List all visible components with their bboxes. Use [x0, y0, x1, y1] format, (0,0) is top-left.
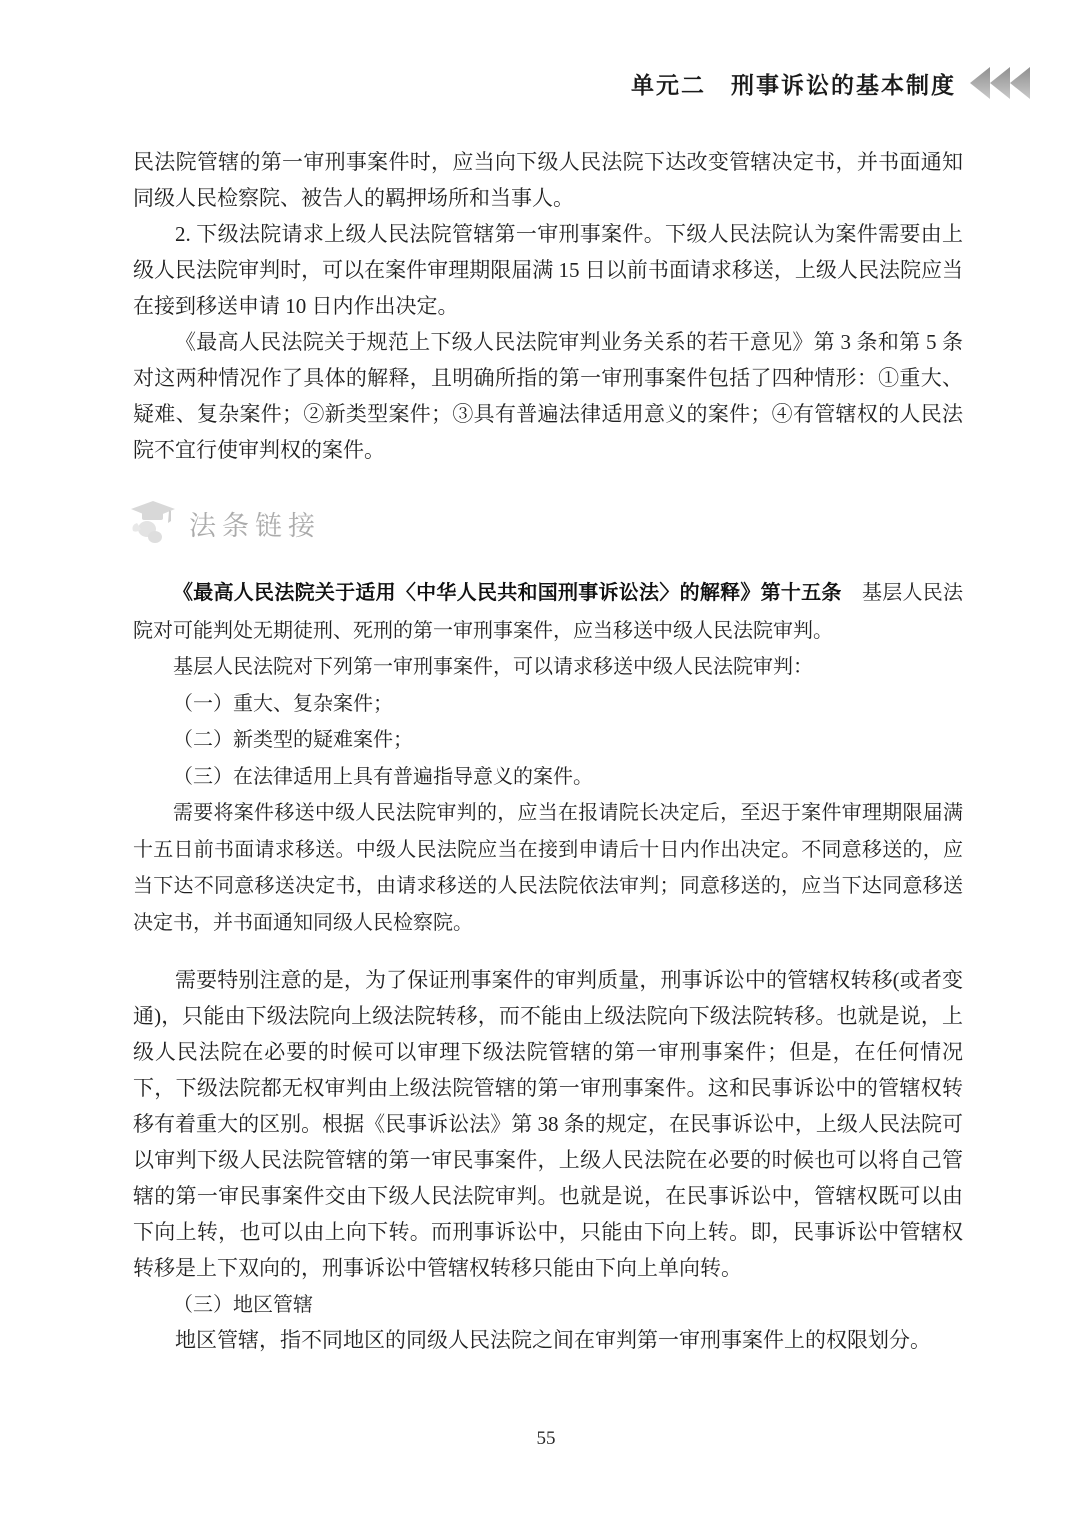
law-link-label: 法条链接: [189, 510, 321, 541]
paragraph-continuation: 民法院管辖的第一审刑事案件时，应当向下级人民法院下达改变管辖决定书，并书面通知同级人民检察院、被告人的羁押场所和当事人。: [133, 150, 963, 210]
statute-item-1: （一）重大、复杂案件；: [173, 690, 393, 715]
statute-item-2: （二）新类型的疑难案件；: [173, 727, 413, 751]
running-head: [631, 64, 1034, 102]
sub-heading-regional-jurisdiction: （三）地区管辖: [173, 1292, 313, 1316]
paragraph-discussion: 需要特别注意的是，为了保证刑事案件的审判质量，刑事诉讼中的管辖权转移(或者变通)，只能由下级法院向上级法院转移，而不能由上级法院向下级法院转移。也就是说，上级人民法院在必要的时候可以审理下级法院管辖的第一审刑事案件；但是，在任何情况下，下级法院都无权审判由上级法院管辖的第一审刑事案件。这和民事诉讼中的管辖权转移有着重大的区别。根据《民事诉讼法》第 38 条的规定，在民事诉讼中，上级人民法院可以审判下级人民法院管辖的第一审民事案件，上级人民法院在必要的时候也可以将自己管辖的第一审民事案件交由下级人民法院审判。也就是说，在民事诉讼中，管辖权既可以由下向上转，也可以由上向下转。而刑事诉讼中，只能由下向上转。即，民事诉讼中管辖权转移是上下双向的，刑事诉讼中管辖权转移只能由下向上单向转。: [133, 968, 963, 1280]
statute-paragraph: 基层人民法院对下列第一审刑事案件，可以请求移送中级人民法院审判：: [173, 654, 813, 678]
page-number: 55: [536, 1428, 556, 1449]
paragraph-opinions: 《最高人民法院关于规范上下级人民法院审判业务关系的若干意见》第 3 条和第 5 条对这两种情况作了具体的解释，且明确所指的第一审刑事案件包括了四种情形：①重大、疑难、复杂案件；②新类型案件；③具有普遍法律适用意义的案件；④有管辖权的人民法院不宜行使审判权的案件。: [133, 330, 963, 462]
chapter-title: 单元二 刑事诉讼的基本制度: [631, 71, 956, 98]
paragraph-regional-jurisdiction: 地区管辖，指不同地区的同级人民法院之间在审判第一审刑事案件上的权限划分。: [175, 1328, 931, 1352]
statute-quote: [133, 574, 963, 940]
statute-paragraph: 需要将案件移送中级人民法院审判的，应当在报请院长决定后，至迟于案件审理期限届满十五日前书面请求移送。中级人民法院应当在接到申请后十日内作出决定。不同意移送的，应当下达不同意移送决定书，由请求移送的人民法院依法审判；同意移送的，应当下达同意移送决定书，并书面通知同级人民检察院。: [133, 800, 963, 934]
statute-lead-text: 基层人民法院对可能判处无期徒刑、死刑的第一审刑事案件，应当移送中级人民法院审判。: [133, 580, 964, 642]
statute-title-bold: 《最高人民法院关于适用〈中华人民共和国刑事诉讼法〉的解释》第十五条: [173, 582, 842, 604]
triple-chevron-left-icon: [968, 64, 1034, 102]
statute-lead-paragraph: [133, 574, 963, 648]
law-link-section-header: [125, 494, 963, 552]
text-column: [133, 144, 963, 1358]
graduation-cap-icon: [125, 493, 181, 554]
statute-item-3: （三）在法律适用上具有普遍指导意义的案件。: [173, 763, 593, 788]
paragraph-transfer-request: 2. 下级法院请求上级人民法院管辖第一审刑事案件。下级人民法院认为案件需要由上级人民法院审判时，可以在案件审理期限届满 15 日以前书面请求移送，上级人民法院应当在接到移送申请 10 日内作出决定。: [133, 222, 963, 318]
